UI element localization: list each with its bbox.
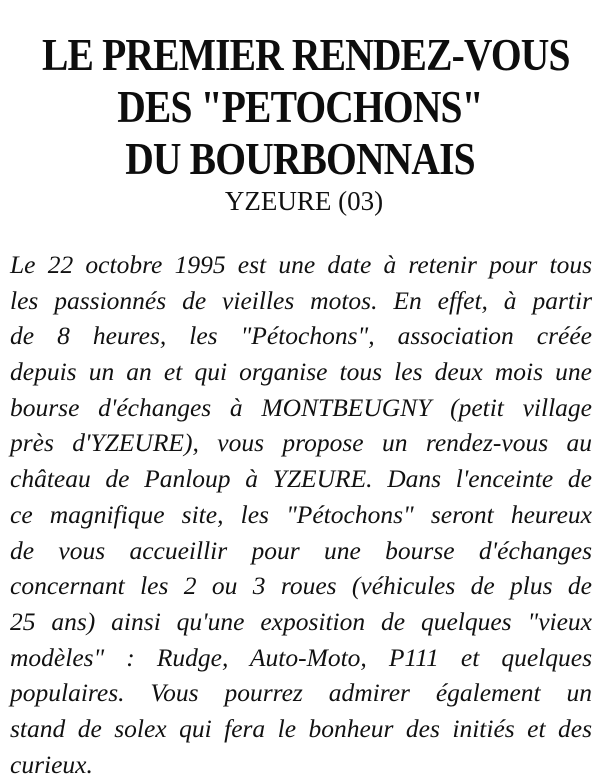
body-line: près d'YZEURE), vous propose un rendez-vous au <box>10 428 592 458</box>
headline-line-1: LE PREMIER RENDEZ-VOUS <box>42 29 570 80</box>
body-line: modèles" : Rudge, Auto-Moto, P111 et quelques <box>10 642 592 672</box>
headline-line-3: DU BOURBONNAIS <box>125 133 475 184</box>
body-line: château de Panloup à YZEURE. Dans l'enceinte de <box>10 464 592 494</box>
body-line: de vous accueillir pour une bourse d'échanges <box>10 535 592 565</box>
body-line: de 8 heures, les "Pétochons", association créée <box>10 321 592 351</box>
body-line: ce magnifique site, les "Pétochons" seront heureux <box>10 499 592 529</box>
body-line: depuis un an et qui organise tous les deux mois une <box>10 357 592 387</box>
body-line: concernant les 2 ou 3 roues (véhicules de plus de <box>10 571 592 601</box>
body-line: stand de solex qui fera le bonheur des initiés et des <box>10 713 592 743</box>
article-body <box>10 247 592 782</box>
body-line: 25 ans) ainsi qu'une exposition de quelques "vieux <box>10 606 592 636</box>
body-line: Le 22 octobre 1995 est une date à retenir pour tous <box>10 250 592 279</box>
headline-line-2: DES "PETOCHONS" <box>117 81 483 132</box>
body-line: curieux. <box>10 749 93 779</box>
body-line: bourse d'échanges à MONTBEUGNY (petit village <box>10 392 592 422</box>
body-line: les passionnés de vieilles motos. En effet, à partir <box>10 285 592 315</box>
body-line: populaires. Vous pourrez admirer également un <box>10 678 592 708</box>
location-subtitle: YZEURE (03) <box>224 186 384 216</box>
